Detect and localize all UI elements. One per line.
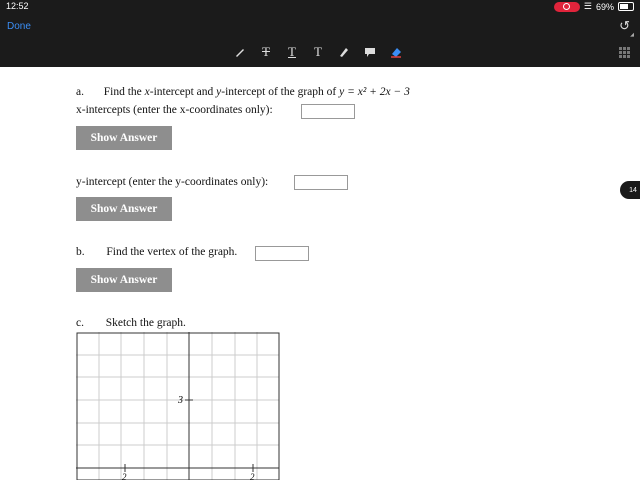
- y-intercept-input[interactable]: [294, 175, 348, 190]
- x-intercepts-input[interactable]: [301, 104, 355, 119]
- question-a-prompt-rest2: -intercept of the graph of: [221, 86, 337, 98]
- equation: y = x² + 2x − 3: [339, 86, 410, 98]
- recording-icon: [554, 2, 580, 12]
- y-intercept-label: y-intercept (enter the y-coordinates only):: [76, 176, 269, 188]
- comment-icon[interactable]: [362, 44, 378, 60]
- question-a-prompt-rest: -intercept and: [149, 86, 214, 98]
- x-tick-right-label: 2: [250, 472, 255, 480]
- done-button[interactable]: Done: [7, 21, 31, 32]
- text-strike-icon[interactable]: T: [262, 44, 270, 59]
- annotation-toolbar: [232, 44, 404, 60]
- text-icon[interactable]: T: [314, 44, 322, 59]
- pen-icon[interactable]: [232, 44, 248, 60]
- show-answer-button[interactable]: Show Answer: [76, 197, 172, 221]
- status-area: [554, 1, 634, 12]
- marker-icon[interactable]: [336, 44, 352, 60]
- grid-view-icon[interactable]: [619, 47, 630, 58]
- battery-percent: 69%: [595, 1, 614, 12]
- graph-grid: [76, 332, 281, 480]
- question-b-prompt: Find the vertex of the graph.: [106, 246, 238, 258]
- question-a-prompt-prefix: Find the: [103, 86, 142, 98]
- status-time: 12:52: [6, 1, 29, 11]
- x-intercepts-label: x-intercepts (enter the x-coordinates only):: [76, 104, 273, 116]
- question-b: [76, 246, 237, 258]
- question-a: a. Find the x-intercept and y-intercept of the graph of y = x² + 2x − 3: [76, 86, 410, 98]
- eraser-icon[interactable]: [388, 44, 404, 60]
- question-letter: b.: [76, 246, 85, 258]
- question-c-prompt: Sketch the graph.: [105, 317, 186, 329]
- top-bar: [0, 0, 640, 67]
- show-answer-button[interactable]: Show Answer: [76, 268, 172, 292]
- x-tick-left-label: 2: [122, 472, 127, 480]
- question-letter: c.: [76, 317, 84, 329]
- show-answer-button[interactable]: Show Answer: [76, 126, 172, 150]
- battery-icon: [618, 2, 634, 11]
- undo-icon[interactable]: ↺: [619, 18, 630, 33]
- page-number-badge[interactable]: 14: [620, 181, 640, 199]
- resize-corner-icon: ◢: [630, 33, 634, 38]
- wifi-icon: ☰: [583, 1, 592, 11]
- question-letter: a.: [76, 86, 84, 98]
- y-tick-label: 3: [178, 395, 183, 406]
- vertex-input[interactable]: [255, 246, 309, 261]
- text-underline-icon[interactable]: T: [288, 44, 296, 59]
- question-c: [76, 317, 186, 329]
